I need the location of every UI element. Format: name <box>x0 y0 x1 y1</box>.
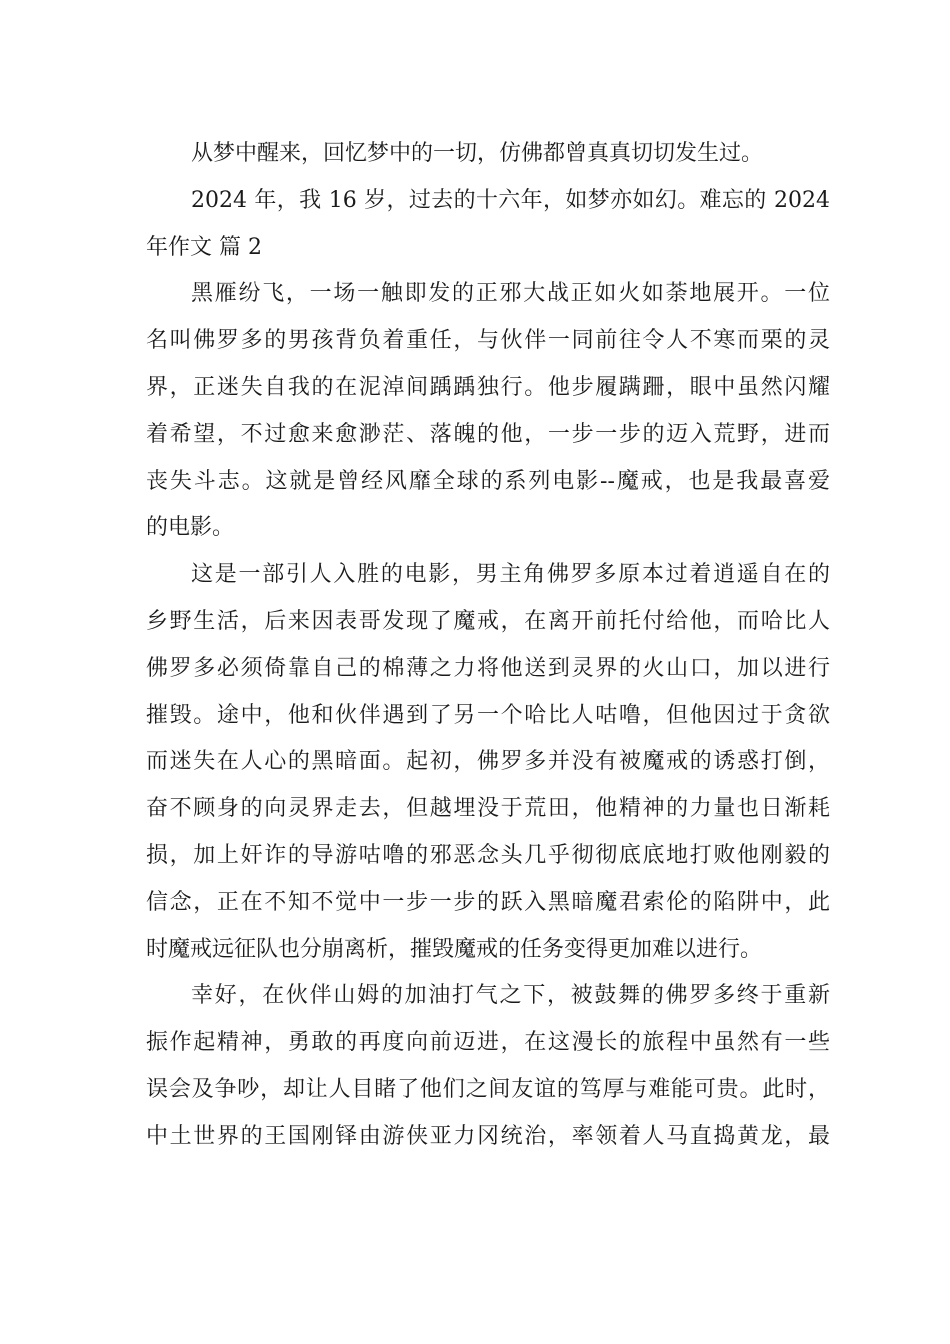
paragraph-line: 幸好，在伙伴山姆的加油打气之下，被鼓舞的佛罗多终于重新 <box>191 983 830 1009</box>
paragraph-line: 中土世界的王国刚铎由游侠亚力冈统治，率领着人马直捣黄龙，最 <box>146 1123 830 1149</box>
paragraph-line: 摧毁。途中，他和伙伴遇到了另一个哈比人咕噜，但他因过于贪欲 <box>146 702 830 728</box>
paragraph-line: 丧失斗志。这就是曾经风靡全球的系列电影--魔戒，也是我最喜爱 <box>146 468 830 494</box>
paragraph-line: 误会及争吵，却让人目睹了他们之间友谊的笃厚与难能可贵。此时， <box>146 1076 830 1102</box>
paragraph <box>146 552 830 973</box>
paragraph-line: 名叫佛罗多的男孩背负着重任，与伙伴一同前往令人不寒而栗的灵 <box>146 328 830 354</box>
paragraph-line: 2024 年，我 16 岁，过去的十六年，如梦亦如幻。难忘的 2024 <box>191 187 830 213</box>
paragraph-line: 的电影。 <box>146 515 235 541</box>
paragraph-line: 黑雁纷飞，一场一触即发的正邪大战正如火如荼地展开。一位 <box>191 281 830 307</box>
paragraph-line: 从梦中醒来，回忆梦中的一切，仿佛都曾真真切切发生过。 <box>191 141 764 166</box>
paragraph-line: 奋不顾身的向灵界走去，但越埋没于荒田，他精神的力量也日渐耗 <box>146 796 830 822</box>
paragraph-line: 着希望，不过愈来愈渺茫、落魄的他，一步一步的迈入荒野，进而 <box>146 421 830 447</box>
paragraph-line: 界，正迷失自我的在泥淖间踽踽独行。他步履蹒跚，眼中虽然闪耀 <box>146 374 830 400</box>
paragraph-line: 佛罗多必须倚靠自己的棉薄之力将他送到灵界的火山口，加以进行 <box>146 655 830 681</box>
paragraph <box>146 973 830 1160</box>
paragraph-line: 乡野生活，后来因表哥发现了魔戒，在离开前托付给他，而哈比人 <box>146 608 830 634</box>
paragraph <box>146 271 830 552</box>
paragraph <box>146 131 830 178</box>
paragraph-line: 时魔戒远征队也分崩离析，摧毁魔戒的任务变得更加难以进行。 <box>146 936 763 962</box>
paragraph-line: 这是一部引人入胜的电影，男主角佛罗多原本过着逍遥自在的 <box>191 562 830 588</box>
paragraph-line: 信念，正在不知不觉中一步一步的跃入黑暗魔君索伦的陷阱中，此 <box>146 889 830 915</box>
essay-body <box>146 131 830 1161</box>
paragraph-line: 振作起精神，勇敢的再度向前迈进，在这漫长的旅程中虽然有一些 <box>146 1030 830 1056</box>
paragraph-line: 损，加上奸诈的导游咕噜的邪恶念头几乎彻彻底底地打败他刚毅的 <box>146 842 830 868</box>
section-heading-line: 年作文 篇 2 <box>146 234 262 260</box>
paragraph <box>146 178 830 272</box>
paragraph-line: 而迷失在人心的黑暗面。起初，佛罗多并没有被魔戒的诱惑打倒， <box>146 749 830 775</box>
